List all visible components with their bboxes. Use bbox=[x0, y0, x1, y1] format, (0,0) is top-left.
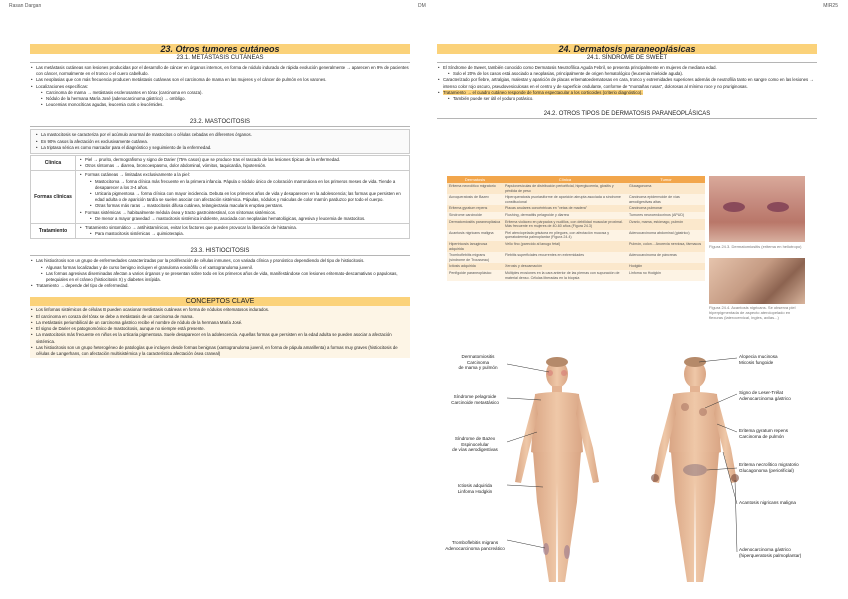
table-cell: Flushing, dermatitis pelagroide y diarrea bbox=[503, 212, 627, 219]
table-cell: Ovario, mama, estómago, pulmón bbox=[627, 219, 705, 230]
list-item: • Los linfomas sistémicos de células B pueden ocasionar metástasis cutáneas en forma de nódulos eritematosos indurados. bbox=[30, 307, 410, 313]
list-item: • Las histiocitosis son un grupo de enfermedades caracterizadas por la proliferación de células inmunes, con variada clínica y pronóstico dependiendo del tipo de histiocitosis. bbox=[30, 258, 410, 264]
table-cell: Vello fino (parecido al lanugo fetal) bbox=[503, 241, 627, 252]
column-header: Dermatosis bbox=[447, 176, 503, 183]
table-row bbox=[31, 156, 410, 171]
paraneoplastic-table bbox=[447, 176, 705, 281]
eye-left bbox=[723, 202, 745, 212]
body-label: Eritema necrolítico migratorio Glucagonoma (periorificial) bbox=[739, 462, 799, 473]
table-cell-line: • Tratamiento sintomático → antihistamínicos, evitar los factores que pueden provocar la liberación de histamina. bbox=[79, 225, 406, 231]
chapter-23-title: 23. Otros tumores cutáneos bbox=[30, 44, 410, 54]
table-cell: Hodgkin bbox=[627, 263, 705, 270]
list-item: • Las neoplasias que con más frecuencia producen metástasis cutáneas son el carcinoma de mama en las mujeres y el cáncer de pulmón en los varones. bbox=[30, 77, 410, 83]
table-cell: Hipertricosis lanuginosa adquirida bbox=[447, 241, 503, 252]
table-cell: Síndrome carcinoide bbox=[447, 212, 503, 219]
table-cell: Carcinoma pulmonar bbox=[627, 205, 705, 212]
key-concepts-title: CONCEPTOS CLAVE bbox=[30, 297, 410, 306]
table-cell: Linfoma no Hodgkin bbox=[627, 270, 705, 281]
table-cell: Xerosis y descamación bbox=[503, 263, 627, 270]
table-cell: Ictiosis adquirida bbox=[447, 263, 503, 270]
table-row bbox=[31, 224, 410, 239]
table-row bbox=[447, 252, 705, 263]
right-column bbox=[437, 44, 817, 558]
left-column bbox=[30, 44, 410, 358]
table-cell: Penfigoide paraneoplásico bbox=[447, 270, 503, 281]
list-item: • El Síndrome de Sweet, también conocido como Dermatosis Neutrofílica Aguda Febril, se presenta principalmente en mujeres de mediana edad. bbox=[437, 65, 817, 71]
table-cell: Carcinoma epidermoide de vías aerodigestivas altas bbox=[627, 194, 705, 205]
metastasis-list bbox=[30, 65, 410, 108]
table-cell: Piel aterciopelada grisácea en pliegues, con afectación mucosa y queratodermia palmoplantar (Figura 24.4) bbox=[503, 230, 627, 241]
body-label: Dermatomiositis Carcinoma de mama y pulmón bbox=[458, 354, 498, 370]
table-cell-line: • Formas sistémicas → habitualmente médula ósea y tracto gastrointestinal, con síntomas sistémicos. bbox=[79, 210, 406, 216]
table-row bbox=[447, 183, 705, 194]
table-cell-line: • De menor a mayor gravedad → mastocitosis sistémica indolente, asociada con neoplasias hematológicas, agresiva y leucemia de mastocitos. bbox=[79, 216, 406, 222]
list-item: • Algunas formas localizadas y de curso benigno incluyen el granuloma eosinófilo o el xantogranuloma juvenil. bbox=[30, 265, 410, 271]
table-row bbox=[447, 230, 705, 241]
table-cell: Eritema necrolítico migratorio bbox=[447, 183, 503, 194]
list-item: • La mastocitosis más frecuente en niños es la urticaria pigmentosa. Suele desaparecer en la adolescencia. Aquellas formas que persisten en la edad adulta se pueden asociar a afectación sistémica. bbox=[30, 332, 410, 344]
list-item: • El carcinoma en coraza del tórax se debe a metástasis de un carcinoma de mama. bbox=[30, 314, 410, 320]
table-cell: Tumores neuroendocrinos (APUD) bbox=[627, 212, 705, 219]
table-cell: Papulovesículas de distribución periorificial, hiperglucemia, glositis y pérdida de peso bbox=[503, 183, 627, 194]
acanthosis-photo bbox=[709, 258, 805, 304]
sweet-list bbox=[437, 65, 817, 102]
body-label: Síndrome de Bazex Espinocelular de vías aerodigestivas bbox=[452, 436, 498, 452]
table-row bbox=[31, 171, 410, 224]
table-row bbox=[447, 212, 705, 219]
table-cell: Glucagonoma bbox=[627, 183, 705, 194]
figure-caption: Figura 24.3. Dermatomiositis (eritema en heliotropo) bbox=[709, 244, 802, 249]
list-item: • Localizaciones específicas: bbox=[30, 84, 410, 90]
list-item: • Tratamiento → depende del tipo de enfermedad. bbox=[30, 283, 410, 289]
header-author: Rasan Dargan bbox=[9, 3, 42, 9]
table-cell: Adenocarcinoma de páncreas bbox=[627, 252, 705, 263]
table-row bbox=[447, 205, 705, 212]
list-item: • La mastocitosis se caracteriza por el acúmulo anormal de mastocitos o células cebadas en diferentes órganos. bbox=[35, 132, 405, 138]
body-label: Ictiosis adquirida Linfoma Hodgkin bbox=[457, 483, 493, 494]
table-cell: Eritema gyratum repens bbox=[447, 205, 503, 212]
list-item: • Las histiocitosis son un grupo heterogéneo de patologías que incluyen desde formas benignas (xantogranuloma juvenil, en forma de pápula amarillenta) a formas muy graves (histiocitosis de células de Langerhans, con afectación multisistémica y la característica afectación ósea craneal) bbox=[30, 345, 410, 357]
mastocytosis-table bbox=[30, 155, 410, 239]
highlighted-text: Tratamiento → el cuadro cutáneo responde de forma espectacular a los corticoides (criterio diagnóstico). bbox=[443, 89, 643, 95]
list-item: • Solo el 20% de los casos está asociado a neoplasias, principalmente de origen hematológico (leucemia mieloide aguda). bbox=[437, 71, 817, 77]
table-cell-line: • Otras formas más raras → mastocitosis difusa cutánea, telangiectasia macularis eruptiva perstans. bbox=[79, 203, 406, 209]
body-label: Alopecia mucinosa Micosis fungoide bbox=[739, 354, 778, 365]
list-item: • Las metástasis cutáneas son lesiones producidas por el desarrollo de cáncer en órganos internos, en forma de nódulo indurado de rápida evolución generalmente → aparecen en 9% de pacientes con cáncer, normalmente en el tronco o el cuero cabelludo. bbox=[30, 65, 410, 77]
table-cell: Tromboflebitis migrans (síndrome de Trousseau) bbox=[447, 252, 503, 263]
list-item: • La triptasa sérica es como marcador para el diagnóstico y seguimiento de la enfermedad. bbox=[35, 145, 405, 151]
body-label: Signo de Leser-Trélat Adenocarcinoma gástrico bbox=[739, 390, 791, 401]
list-item: • El signo de Darier es patognomónico de mastocitosis, aunque no siempre está presente. bbox=[30, 326, 410, 332]
body-label: Eritema gyratum repens Carcinoma de pulmón bbox=[739, 428, 789, 439]
list-item: • Las formas agresivas diseminadas afectan a varios órganos y se presentan sobre todo en los primeros años de vida, manifestándose con lesiones eritemato-descamativas o papulosas, petequiales en el cráneo (histiocitosis X) y diabetes insípida. bbox=[30, 271, 410, 283]
table-cell-line: • Urticaria pigmentosa → forma clínica con mayor incidencia. Debuta en los primeros años de vida y desaparecen en la adolescencia; las formas que persisten en edad adulta o de aparición tardía se suelen asociar con afectación sistémica. Pápulas, nódulos y máculas de color marrón parduzco por todo el cuerpo. bbox=[79, 191, 406, 203]
header-subject: DM bbox=[418, 3, 426, 9]
table-cell: Flebitis superficiales recurrentes en extremidades bbox=[503, 252, 627, 263]
row-label: Tratamiento bbox=[31, 224, 76, 239]
table-cell-line: • Piel → prurito, dermografismo y signo de Darier (75% casos) que se produce tras el rascado de las lesiones típicas de la enfermedad. bbox=[79, 157, 406, 163]
table-cell-line: • Otros síntomas → diarrea, broncoespasmo, dolor abdominal, vómitos, taquicardia, hipotensión. bbox=[79, 163, 406, 169]
table-cell-line: • Formas cutáneas → limitadas exclusivamente a la piel: bbox=[79, 172, 406, 178]
section-23-3-title: 23.3. HISTIOCITOSIS bbox=[30, 247, 410, 256]
eye-right bbox=[767, 202, 789, 212]
table-cell: Eritema violáceo en párpados y nudillos, con debilidad muscular proximal. Más frecuente en mujeres de 40-60 años (Figura 24.3) bbox=[503, 219, 627, 230]
list-item: • Nódulo de la hermana María José (adenocarcinoma gástrico) → ombligo. bbox=[30, 96, 410, 102]
table-cell: Hiperqueratosis psoriasiforme de aparición abrupta asociada a síndrome constitucional bbox=[503, 194, 627, 205]
table-cell: Acroqueratosis de Bazex bbox=[447, 194, 503, 205]
row-label: Formas clínicas bbox=[31, 171, 76, 224]
table-cell: Adenocarcinoma abdominal (gástrico) bbox=[627, 230, 705, 241]
table-row bbox=[447, 263, 705, 270]
header-edition: MIR25 bbox=[823, 3, 838, 9]
table-row bbox=[447, 241, 705, 252]
list-item: • Leucemias monocíticas agudas, leucemia cutis o leucémides. bbox=[30, 102, 410, 108]
front-figure bbox=[515, 357, 599, 582]
table-cell: Placas anulares concéntricas en "vetas de madera" bbox=[503, 205, 627, 212]
table-cell: Acantosis nigricans maligna bbox=[447, 230, 503, 241]
table-cell: Pulmón, colon... Anorexia nerviosa, fármacos bbox=[627, 241, 705, 252]
table-row bbox=[447, 219, 705, 230]
chapter-24-title: 24. Dermatosis paraneoplásicas bbox=[437, 44, 817, 54]
back-figure bbox=[651, 357, 739, 582]
table-row bbox=[447, 194, 705, 205]
column-header: Clínica bbox=[503, 176, 627, 183]
histiocytosis-list bbox=[30, 258, 410, 289]
column-header: Tumor bbox=[627, 176, 705, 183]
dermatomyositis-photo bbox=[709, 176, 805, 242]
section-24-1-title: 24.1. SÍNDROME DE SWEET bbox=[437, 54, 817, 63]
section-24-2-title: 24.2. OTROS TIPOS DE DERMATOSIS PARANEOPLÁSICAS bbox=[437, 110, 817, 119]
table-row bbox=[447, 270, 705, 281]
body-label: Síndrome pelagroide Carcinoide metastásico bbox=[451, 394, 499, 405]
table-cell-line: • Mastocitoma → forma clínica más frecuente en la primera infancia. Pápula o nódulo único de coloración marronácea en los primeros meses de vida. Tiende a desaparecer a los 3-4 años. bbox=[79, 179, 406, 191]
body-label: Acantosis nigricans maligna bbox=[739, 500, 796, 505]
figure-caption: Figura 24.4. Acantosis nigricans. Se observa piel hiperpigmentada de aspecto aterciopelado en flexuras (laterocervical, ingles, axilas...) bbox=[709, 305, 796, 320]
section-23-1-title: 23.1. METÁSTASIS CUTÁNEAS bbox=[30, 54, 410, 63]
mastocytosis-intro bbox=[30, 129, 410, 154]
row-label: Clínica bbox=[31, 156, 76, 171]
list-item: • Carcinoma de mama → metástasis esclerosantes en tórax (carcinoma en coraza). bbox=[30, 90, 410, 96]
list-item: • La metástasis periumbilical de un carcinoma gástrico recibe el nombre de nódulo de la hermana María José. bbox=[30, 320, 410, 326]
list-item: • En 90% casos la afectación es exclusivamente cutánea. bbox=[35, 139, 405, 145]
table-cell: Múltiples erosiones en la cara anterior de las piernas con supuración de material denso. Células liberadas en la biopsia bbox=[503, 270, 627, 281]
list-item: • También puede ser útil el yoduro potásico. bbox=[437, 96, 817, 102]
table-cell-line: • Para mastocitosis sistémicas → quimioterapia. bbox=[79, 231, 406, 237]
key-concepts-list bbox=[30, 306, 410, 358]
list-item: • Caracterizado por fiebre, artralgias, malestar y aparición de placas eritematoedematosas en cara, tronco y extremidades superiores además de neutrofilia tanto en sangre como en las lesiones → intenso color rojo oscuro, pseudovesiculosas en el centro y de superficie ondulante, conforme de "montañas rusas", dolorosas al mínimo roce y no pruriginosas. bbox=[437, 77, 817, 89]
body-label: Adenocarcinoma gástrico (hiperqueratosis palmoplantar) bbox=[739, 547, 802, 558]
table-cell: Dermatomiositis paraneoplásica bbox=[447, 219, 503, 230]
body-label: Tromboflebitis migrans Adenocarcinoma pancreático bbox=[445, 540, 505, 551]
section-23-2-title: 23.2. MASTOCITOSIS bbox=[30, 118, 410, 127]
